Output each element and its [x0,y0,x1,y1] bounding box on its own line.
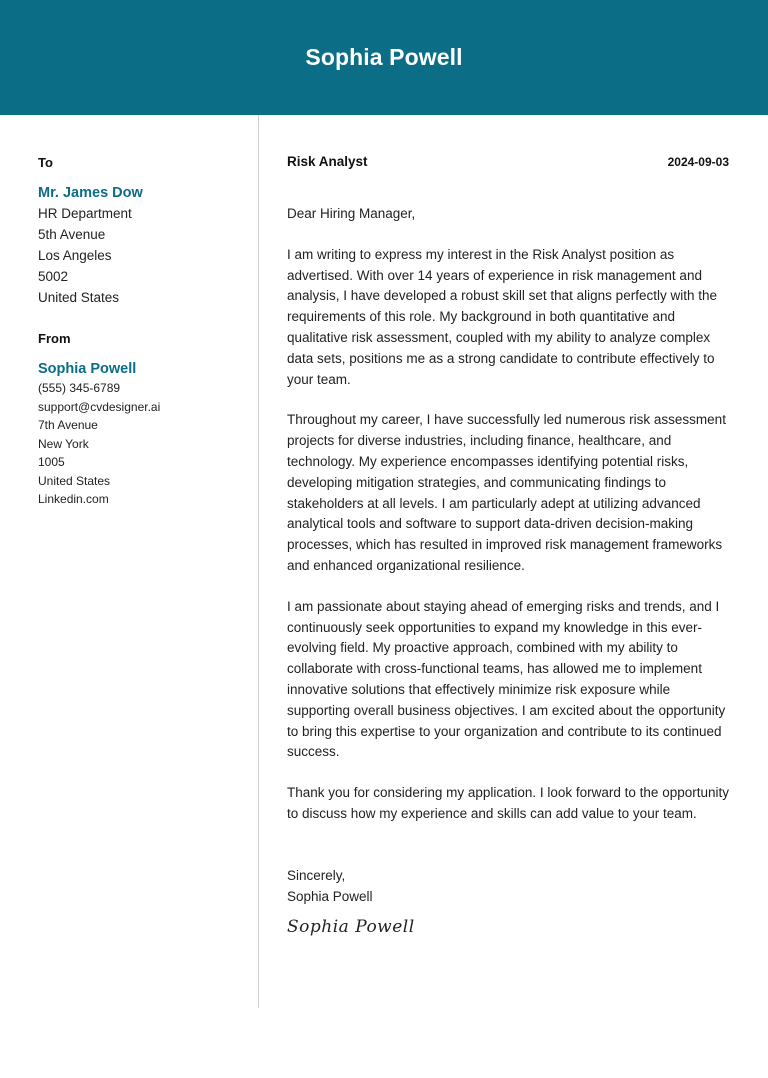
recipient-zip: 5002 [38,269,69,284]
handwritten-signature: Sophia Powell [287,917,415,938]
recipient-country: United States [38,290,120,305]
paragraph-1: I am writing to express my interest in the Risk Analyst position as advertised. With over 14 years of experience in risk management and analysis, I have developed a robust skill set that aligns perfectly with the requirements of this role. My background in both quantitative and qualitative risk assessment, coupled with my ability to analyze complex data sets, positions me as a strong candidate to contribute effectively to your team. [287,246,717,387]
job-title: Risk Analyst [287,154,368,169]
sender-city: New York [38,436,89,451]
recipient-city: Los Angeles [38,248,112,263]
salutation: Dear Hiring Manager, [287,206,416,221]
letter-date: 2024-09-03 [667,155,729,169]
paragraph-2: Throughout my career, I have successfully led numerous risk assessment projects for diverse industries, including finance, healthcare, and technology. My experience encompasses identifying potential risks, developing mitigation strategies, and communicating findings to stakeholders at all levels. I am particularly adept at utilizing advanced analytical tools and software to support data-driven decision-making processes, which has resulted in improved risk management frameworks and enhanced organizational resilience. [287,412,726,573]
column-divider [258,115,259,1008]
paragraph-4: Thank you for considering my application. I look forward to the opportunity to discuss how my experience and skills can add value to your team. [287,785,729,821]
applicant-name: Sophia Powell [305,44,463,70]
letter-body [287,154,729,937]
sender-zip: 1005 [38,455,65,469]
sender-name: Sophia Powell [38,361,137,377]
sender-country: United States [38,473,111,488]
sender-phone: (555) 345-6789 [38,381,121,395]
sender-email: support@cvdesigner.ai [38,399,161,414]
to-section-title: To [38,155,53,170]
sidebar [38,154,248,509]
closing-name: Sophia Powell [287,888,373,904]
paragraph-3: I am passionate about staying ahead of emerging risks and trends, and I continuously seek opportunities to expand my knowledge in this ever-evolving field. My proactive approach, combined with my ability to collaborate with cross-functional teams, has allowed me to implement innovative solutions that effectively minimize risk exposure while supporting overall business objectives. I am excited about the opportunity to bring this expertise to your organization and contribute to its continued success. [287,598,726,760]
recipient-department: HR Department [38,206,132,221]
sender-linkedin: Linkedin.com [38,492,109,506]
sender-street: 7th Avenue [38,418,98,432]
page-header [0,0,768,115]
from-section-title: From [38,331,71,346]
recipient-name: Mr. James Dow [38,185,143,201]
closing: Sincerely, [287,867,346,883]
recipient-street: 5th Avenue [38,227,106,242]
